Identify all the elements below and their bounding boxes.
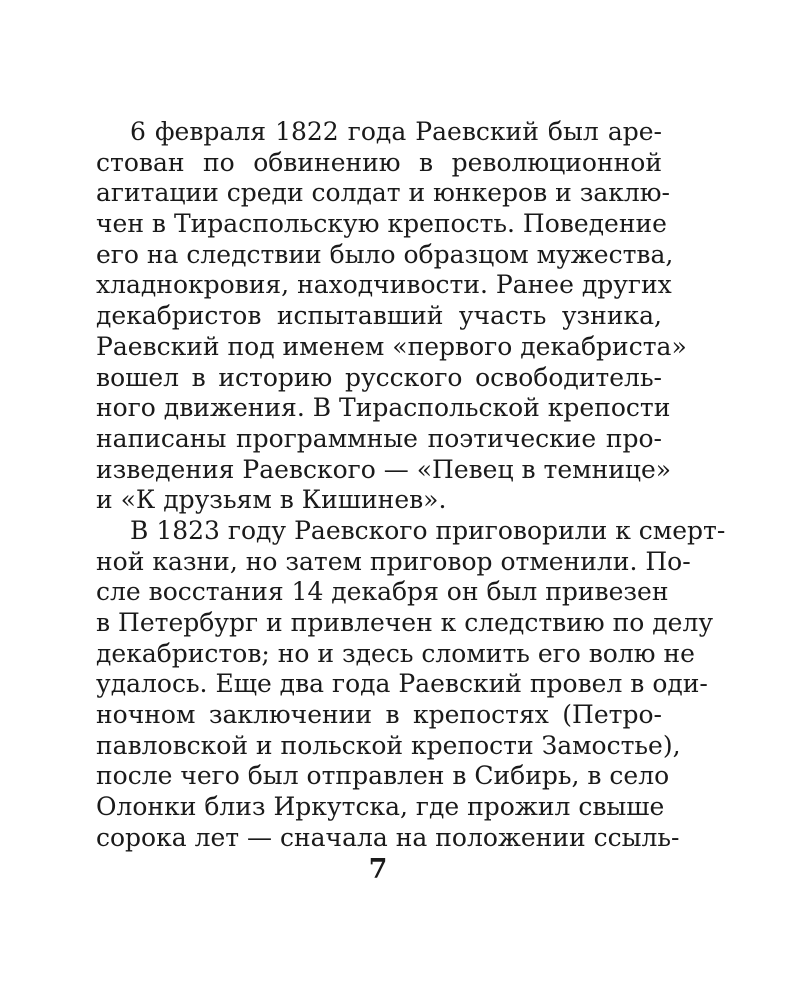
text-line: изведения Раевского — «Певец в темнице» — [96, 454, 672, 484]
text-line: ного движения. В Тираспольской крепости — [96, 393, 671, 423]
text-line: вошел в историю русского освободитель- — [96, 362, 662, 392]
paragraph-2 — [96, 515, 726, 854]
page-number: 7 — [368, 854, 388, 885]
paragraph-1 — [96, 117, 687, 516]
text-line: и «К друзьям в Кишинев». — [96, 485, 447, 515]
text-line: сорока лет — сначала на положении ссыль- — [96, 822, 680, 852]
text-line: агитации среди солдат и юнкеров и заклю- — [96, 178, 670, 208]
text-line: декабристов; но и здесь сломить его волю не — [96, 638, 695, 668]
text-line: стован по обвинению в революционной — [96, 147, 662, 177]
text-line: сле восстания 14 декабря он был привезен — [96, 577, 669, 607]
text-line: декабристов испытавший участь узника, — [96, 301, 662, 331]
body-text — [96, 117, 726, 854]
text-line: павловской и польской крепости Замостье), — [96, 730, 681, 760]
text-line: 6 февраля 1822 года Раевский был аре- — [130, 117, 662, 146]
text-line: после чего был отправлен в Сибирь, в село — [96, 761, 670, 791]
text-line: удалось. Еще два года Раевский провел в оди- — [96, 669, 708, 699]
text-line: хладнокровия, находчивости. Ранее других — [96, 270, 672, 300]
text-line: ной казни, но затем приговор отменили. По- — [96, 546, 691, 576]
text-line: Раевский под именем «первого декабриста» — [96, 331, 687, 361]
text-line: ночном заключении в крепостях (Петро- — [96, 700, 662, 730]
text-line: чен в Тираспольскую крепость. Поведение — [96, 209, 667, 239]
text-line: В 1823 году Раевского приговорили к смерт- — [130, 515, 726, 545]
text-line: написаны программные поэтические про- — [96, 423, 662, 453]
text-line: его на следствии было образцом мужества, — [96, 239, 674, 269]
text-line: Олонки близ Иркутска, где прожил свыше — [96, 792, 665, 822]
text-line: в Петербург и привлечен к следствию по делу — [96, 608, 714, 637]
